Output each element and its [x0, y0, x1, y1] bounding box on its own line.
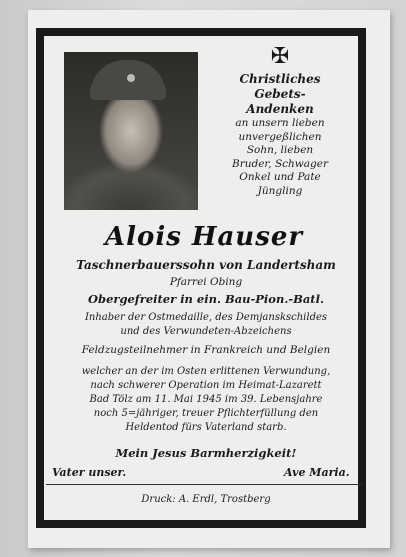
printer-line: Druck: A. Erdl, Trostberg [141, 494, 271, 505]
header-line: Christliches [239, 72, 321, 86]
header-column [205, 46, 355, 198]
portrait-photo [64, 52, 198, 210]
prayer-line: Mein Jesus Barmherzigkeit! [115, 446, 297, 460]
decorations-line-1: Inhaber der Ostmedaille, des Demjanskschildes [84, 312, 328, 323]
intro-line: Bruder, Schwager [231, 157, 328, 170]
intro-line: an unsern lieben [235, 117, 325, 129]
parish-line: Pfarrei Obing [169, 276, 243, 288]
death-line-1: welcher an der im Osten erlittenen Verwundung, [81, 366, 331, 377]
occupation-line: Taschnerbauerssohn von Landertsham [76, 258, 336, 272]
death-line-2: nach schwerer Operation im Heimat-Lazarett [90, 380, 322, 391]
footer-right: Ave Maria. [284, 466, 350, 479]
deceased-name: Alois Hauser [104, 222, 304, 252]
death-line-4: noch 5=jähriger, treuer Pflichterfüllung den [93, 408, 319, 419]
header-line: Andenken [246, 102, 314, 116]
intro-line: Sohn, lieben [246, 144, 314, 156]
intro-line: Onkel und Pate [239, 171, 321, 183]
cap-badge [127, 74, 135, 82]
rank-line: Obergefreiter in ein. Bau-Pion.-Batl. [88, 292, 324, 306]
footer-left: Vater unser. [52, 466, 127, 479]
intro-line: unvergeßlichen [238, 130, 322, 143]
intro-line: Jüngling [257, 184, 303, 197]
campaigns-line: Feldzugsteilnehmer in Frankreich und Belgien [81, 344, 331, 356]
divider [46, 484, 362, 485]
decorations-line-2: und des Verwundeten-Abzeichens [120, 326, 292, 337]
iron-cross-icon: ✠ [270, 44, 290, 69]
death-line-5: Heldentod fürs Vaterland starb. [125, 422, 287, 433]
death-line-3: Bad Tölz am 11. Mai 1945 im 39. Lebensjahre [89, 394, 323, 405]
header-line: Gebets- [254, 87, 306, 101]
